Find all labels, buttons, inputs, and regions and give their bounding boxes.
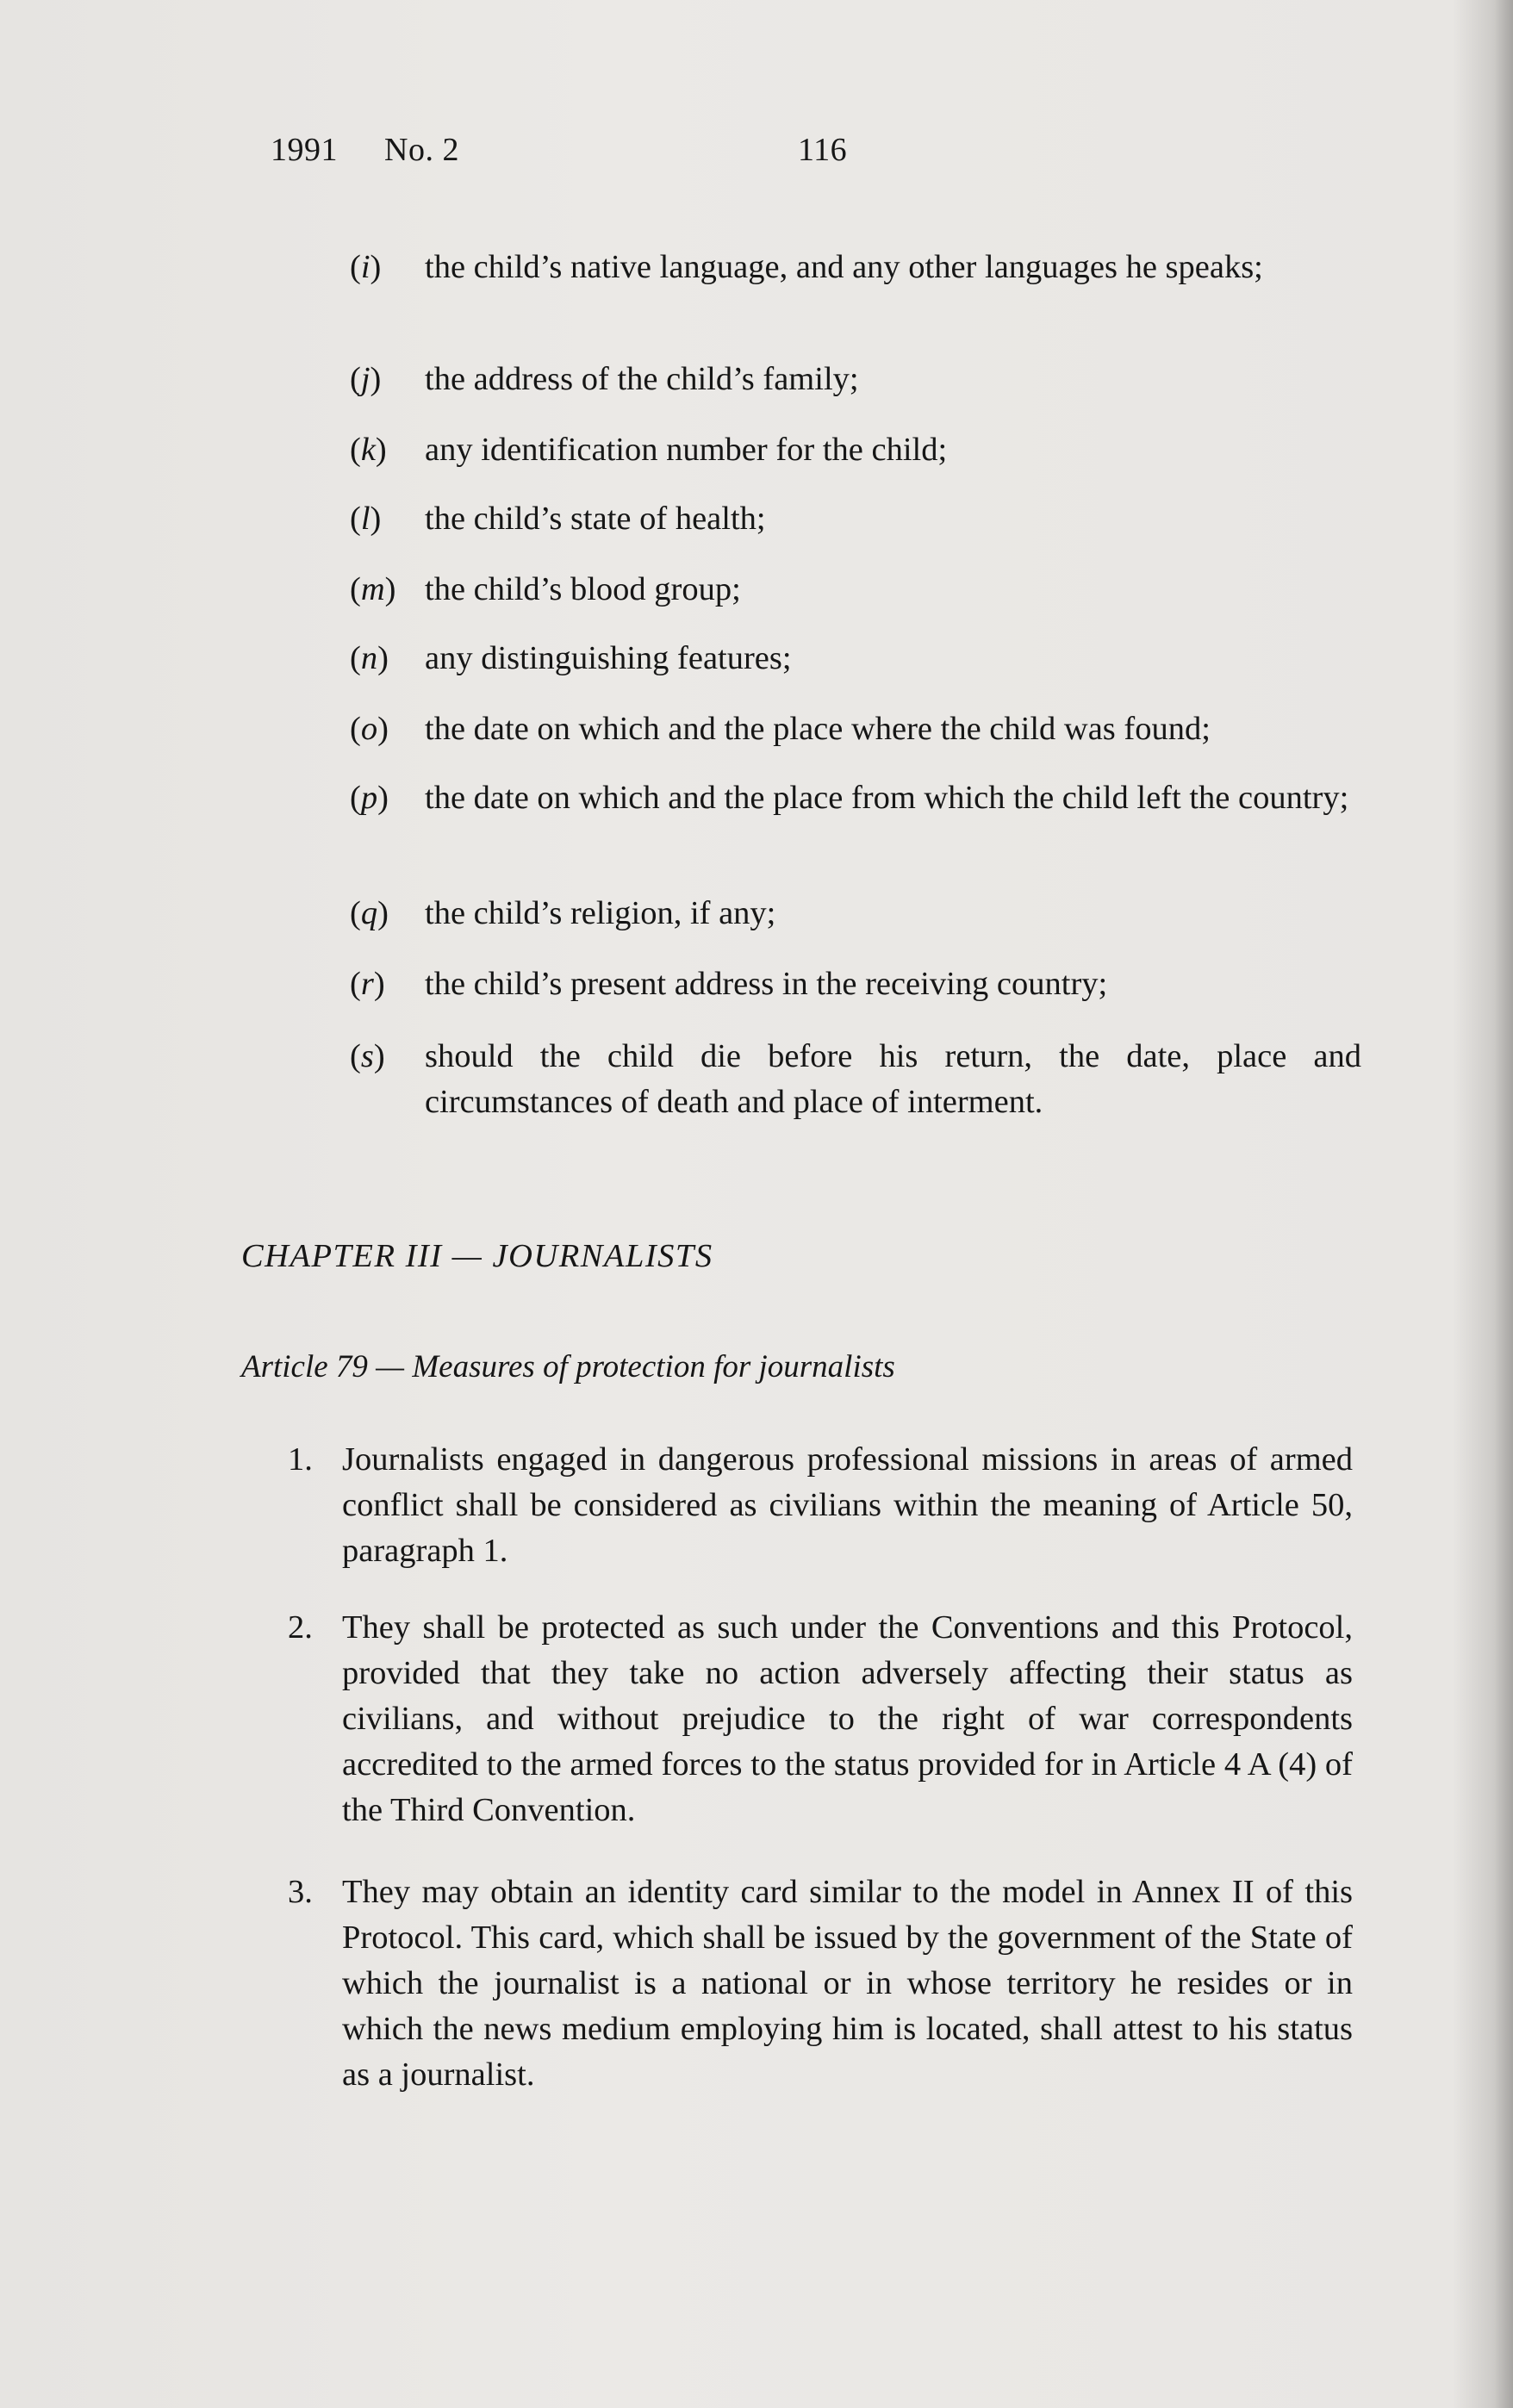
list-item-label: (k) (350, 432, 387, 468)
list-item-text: the date on which and the place where the child was found; (425, 711, 1211, 747)
list-item (350, 567, 1361, 613)
list-item (350, 961, 1361, 1007)
chapter-heading: CHAPTER III — JOURNALISTS (241, 1238, 713, 1274)
list-item-label: (q) (350, 895, 389, 931)
list-item-text: the child’s present address in the receiving country; (425, 966, 1108, 1002)
list-item (350, 357, 1361, 402)
list-item-label: (i) (350, 249, 382, 285)
list-item-text: any distinguishing features; (425, 640, 792, 676)
paragraph-number: 2. (288, 1609, 313, 1646)
list-item (350, 245, 1361, 290)
list-item-text: the child’s religion, if any; (425, 895, 776, 931)
paragraph-text: They may obtain an identity card similar to the model in Annex II of this Protocol. This card, which shall be issued by the government of the State of which the journalist is a national or in whose territory he resides or in which the news medium employing him is located, shall attest to his status as a journalist. (342, 1874, 1353, 2093)
list-item-label: (l) (350, 501, 382, 537)
header-number: No. 2 (384, 132, 459, 168)
list-item-label: (r) (350, 966, 385, 1002)
list-item (350, 891, 1361, 936)
list-item-label: (o) (350, 711, 389, 747)
list-item-label: (s) (350, 1038, 385, 1074)
list-item-label: (p) (350, 780, 389, 816)
list-item (350, 1034, 1361, 1125)
page-number: 116 (798, 132, 848, 168)
list-item (350, 636, 1361, 681)
list-item (350, 775, 1361, 821)
paragraph-text: Journalists engaged in dangerous professional missions in areas of armed conflict shall be considered as civilians within the meaning of Article 50, paragraph 1. (342, 1441, 1353, 1569)
paragraph-text: They shall be protected as such under the Conventions and this Protocol, provided that they take no action adversely affecting their status as civilians, and without prejudice to the right of war correspondents accredited to the armed forces to the status provided for in Article 4 A (4) of the Third Convention. (342, 1609, 1353, 1828)
list-item-text: the child’s state of health; (425, 501, 766, 537)
article-paragraph (288, 1870, 1353, 2098)
header-year: 1991 (271, 132, 338, 168)
list-item-label: (m) (350, 571, 396, 607)
article-heading: Article 79 — Measures of protection for journalists (241, 1349, 895, 1384)
list-item (350, 427, 1361, 473)
list-item (350, 706, 1361, 752)
list-item-label: (n) (350, 640, 389, 676)
page-edge-shadow (1494, 0, 1513, 2408)
list-item-text: should the child die before his return, the date, place and circumstances of death and place of interment. (425, 1038, 1361, 1120)
article-paragraph (288, 1437, 1353, 1574)
list-item-text: the child’s blood group; (425, 571, 741, 607)
paragraph-number: 1. (288, 1441, 313, 1478)
paragraph-number: 3. (288, 1874, 313, 1910)
list-item-text: the child’s native language, and any other languages he speaks; (425, 249, 1263, 285)
list-item-text: the date on which and the place from which the child left the country; (425, 780, 1349, 816)
list-item-text: the address of the child’s family; (425, 361, 859, 397)
article-paragraph (288, 1605, 1353, 1833)
list-item (350, 496, 1361, 542)
list-item-label: (j) (350, 361, 382, 397)
list-item-text: any identification number for the child; (425, 432, 948, 468)
